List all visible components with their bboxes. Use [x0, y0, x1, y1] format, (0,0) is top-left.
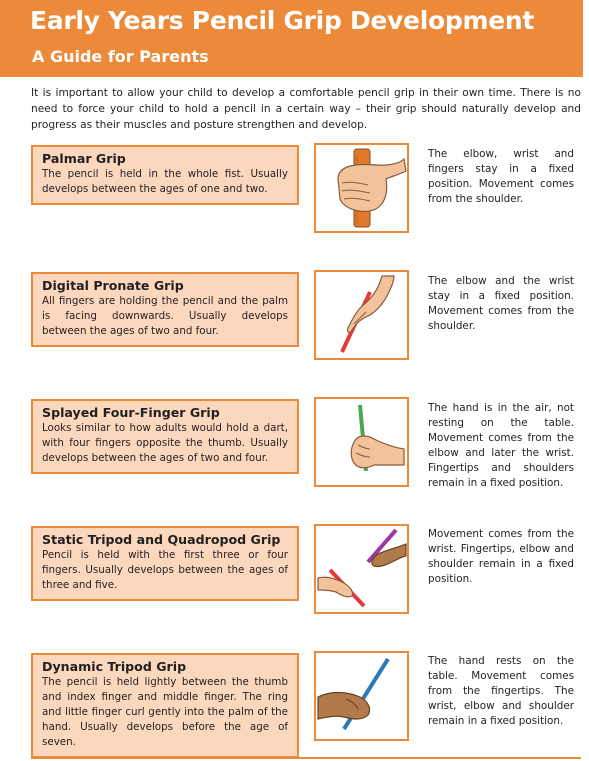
palmar-grip-icon [316, 145, 407, 231]
movement-text: The hand rests on the table. Movement comes from the fingertips. The wrist, elbow and shoulder remain in a fixed position. [428, 655, 574, 727]
movement-text: The elbow and the wrist stay in a fixed position. Movement comes from the shoulder. [428, 275, 574, 332]
grip-title: Dynamic Tripod Grip [42, 659, 187, 674]
dynamic-tripod-grip-illustration [314, 651, 409, 741]
footer-divider [31, 757, 581, 759]
page-header [0, 0, 583, 77]
page-title: Early Years Pencil Grip Development [30, 6, 535, 35]
grip-card-palmar [31, 145, 299, 205]
palmar-grip-illustration [314, 143, 409, 233]
grip-description: The pencil is held in the whole fist. Usually develops between the ages of one and two. [42, 168, 288, 195]
grip-title: Static Tripod and Quadropod Grip [42, 532, 281, 547]
grip-title: Splayed Four-Finger Grip [42, 405, 220, 420]
grip-description: The pencil is held lightly between the thumb and index finger and middle finger. The ring and little finger curl gently into the palm of the hand. Usually develops before the age of seven. [42, 676, 288, 748]
grip-description: All fingers are holding the pencil and the palm is facing downwards. Usually develops between the ages of two and four. [42, 295, 288, 337]
grip-card-digital-pronate [31, 272, 299, 347]
digital-pronate-grip-icon [316, 272, 407, 358]
digital-pronate-grip-illustration [314, 270, 409, 360]
intro-paragraph: It is important to allow your child to develop a comfortable pencil grip in their own time. There is no need to force your child to hold a pencil in a certain way – their grip should naturally develop and progress as their muscles and posture strengthen and develop. [31, 87, 581, 131]
grip-card-static-tripod [31, 526, 299, 601]
grip-description: Pencil is held with the first three or four fingers. Usually develops between the ages of three and five. [42, 549, 288, 591]
grip-description: Looks similar to how adults would hold a dart, with four fingers opposite the thumb. Usually develops between the ages of two and four. [42, 422, 288, 464]
grip-card-splayed-four-finger [31, 399, 299, 474]
static-tripod-grip-icon [316, 526, 407, 612]
dynamic-tripod-grip-icon [316, 653, 407, 739]
grip-card-dynamic-tripod [31, 653, 299, 758]
movement-text: The hand is in the air, not resting on the table. Movement comes from the elbow and later the wrist. Fingertips and shoulders remain in a fixed position. [428, 402, 574, 489]
grip-title: Digital Pronate Grip [42, 278, 184, 293]
movement-text: The elbow, wrist and fingers stay in a fixed position. Movement comes from the shoulder. [428, 148, 574, 205]
static-tripod-grip-illustration [314, 524, 409, 614]
movement-text: Movement comes from the wrist. Fingertips, elbow and shoulder remain in a fixed position. [428, 528, 574, 585]
page-subtitle: A Guide for Parents [32, 47, 209, 66]
splayed-four-finger-grip-illustration [314, 397, 409, 487]
splayed-four-finger-grip-icon [316, 399, 407, 485]
grip-title: Palmar Grip [42, 151, 126, 166]
